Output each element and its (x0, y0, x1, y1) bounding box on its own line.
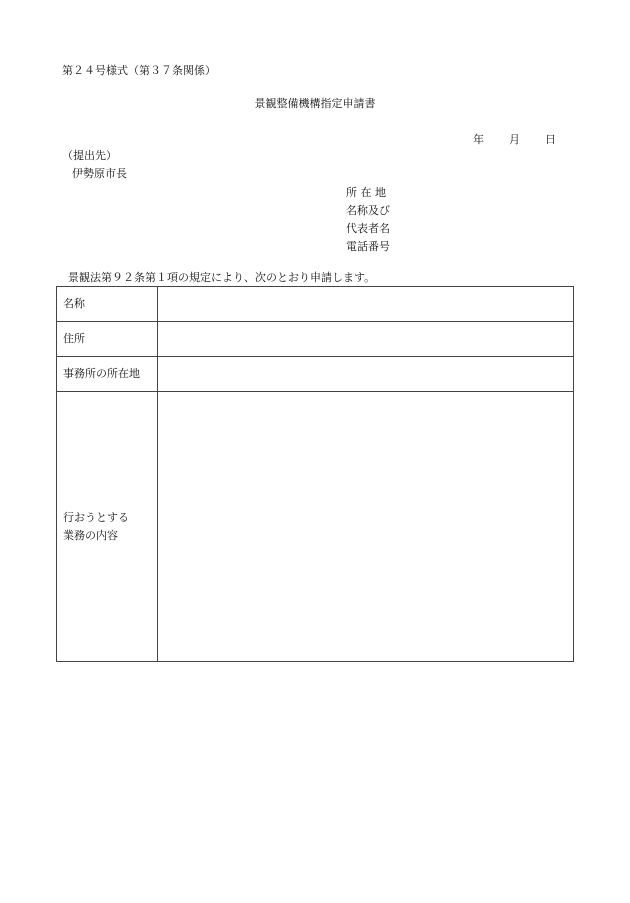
table-row (57, 322, 574, 357)
addressee-name: 伊勢原市長 (72, 167, 127, 180)
table-row (57, 392, 574, 662)
applicant-representative-label: 代表者名 (346, 222, 390, 235)
date-line (473, 133, 556, 147)
table-row (57, 357, 574, 392)
row-value-name[interactable] (158, 287, 574, 322)
addressee-heading: （提出先） (62, 149, 117, 162)
table-row (57, 287, 574, 322)
date-day: 日 (545, 133, 556, 146)
row-label-office-location: 事務所の所在地 (57, 357, 158, 392)
document-title: 景観整備機構指定申請書 (254, 97, 376, 110)
row-label-address: 住所 (57, 322, 158, 357)
row-value-office-location[interactable] (158, 357, 574, 392)
intro-text: 景観法第９２条第１項の規定により、次のとおり申請します。 (68, 271, 376, 284)
application-table (56, 286, 574, 662)
row-value-business-content[interactable] (158, 392, 574, 662)
applicant-phone-label: 電話番号 (346, 240, 390, 253)
applicant-block (346, 184, 390, 256)
row-label-business-content-line2: 業務の内容 (63, 528, 118, 542)
form-number: 第２４号様式（第３７条関係） (62, 64, 216, 77)
applicant-name-label: 名称及び (346, 204, 390, 217)
date-year: 年 (473, 133, 484, 146)
date-month: 月 (509, 133, 520, 146)
row-value-address[interactable] (158, 322, 574, 357)
row-label-business-content (57, 392, 158, 662)
row-label-name: 名称 (57, 287, 158, 322)
row-label-business-content-line1: 行おうとする (63, 510, 129, 524)
applicant-address-label: 所 在 地 (346, 186, 386, 199)
